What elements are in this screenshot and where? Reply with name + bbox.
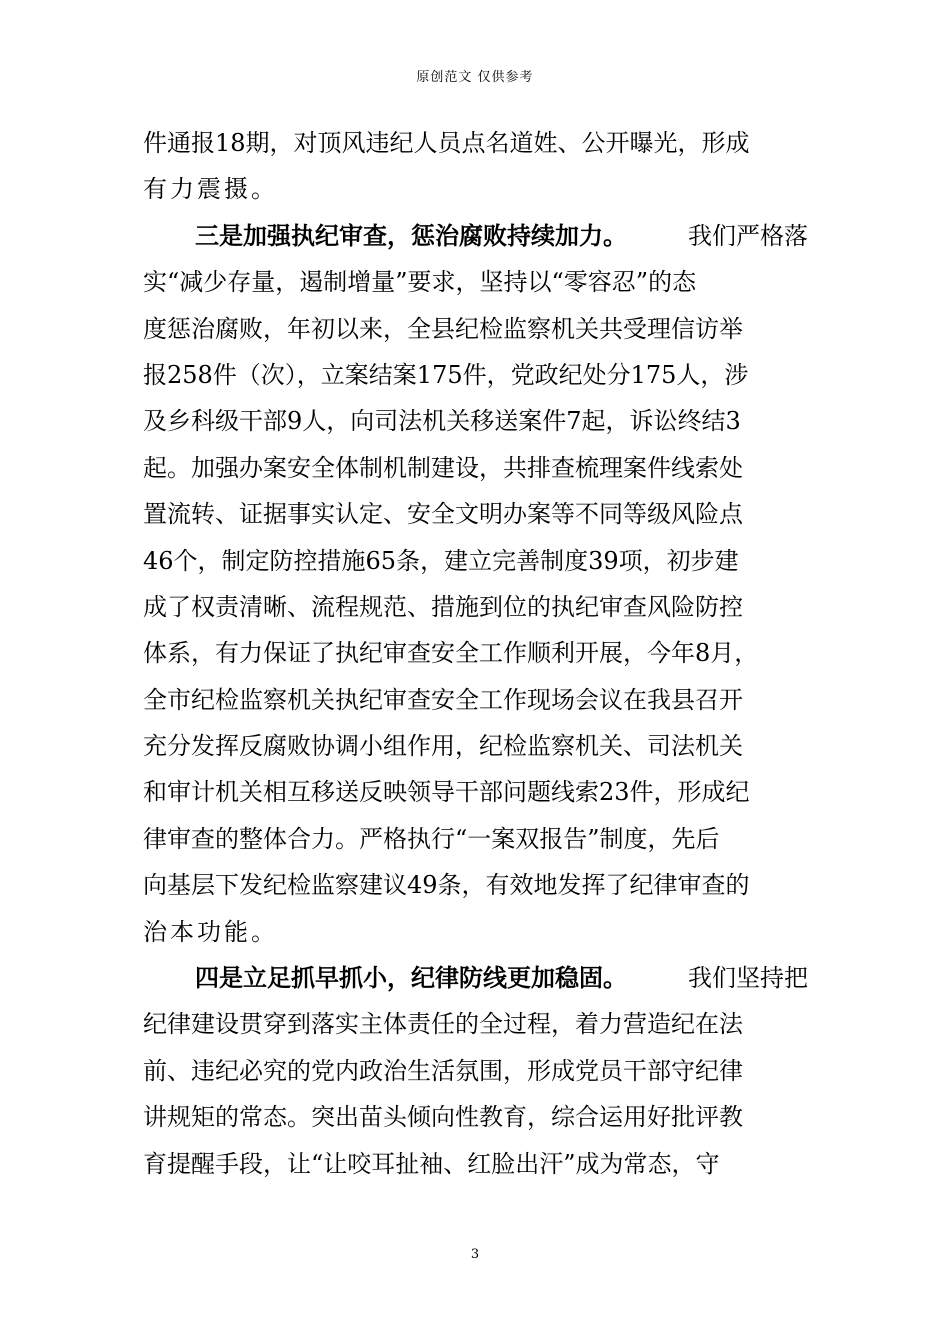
section-heading: 四是立足抓早抓小，纪律防线更加稳固。 (195, 963, 627, 993)
text-line: 46个，制定防控措施65条，建立完善制度39项，初步建 (143, 546, 739, 575)
text-line: 纪律建设贯穿到落实主体责任的全过程，着力营造纪在法 (143, 1010, 743, 1039)
text-line: 体系，有力保证了执纪审查安全工作顺利开展，今年8月， (143, 639, 759, 668)
text-line: 置流转、证据事实认定、安全文明办案等不同等级风险点 (143, 500, 743, 529)
text-line: 及乡科级干部9人，向司法机关移送案件7起，诉讼终结3 (143, 407, 741, 436)
text-line: 有力震摄。 (143, 175, 278, 204)
page-number: 3 (470, 1247, 480, 1262)
text-line: 育提醒手段，让“让咬耳扯袖、红脸出汗”成为常态，守 (143, 1149, 720, 1178)
text-line-heading: 四是立足抓早抓小，纪律防线更加稳固。 我们坚持把 (143, 955, 808, 1001)
text-line: 实“减少存量，遏制增量”要求，坚持以“零容忍”的态 (143, 268, 697, 297)
text-line: 起。加强办案安全体制机制建设，共排查梳理案件线索处 (143, 453, 743, 482)
text-line: 件通报18期，对顶风违纪人员点名道姓、公开曝光，形成 (143, 129, 750, 157)
text-line: 向基层下发纪检监察建议49条，有效地发挥了纪律审查的 (143, 871, 750, 900)
text-line: 报258件（次），立案结案175件，党政纪处分175人，涉 (143, 360, 749, 389)
section-heading: 三是加强执纪审查，惩治腐败持续加力。 (195, 220, 627, 250)
text-line-heading: 三是加强执纪审查，惩治腐败持续加力。 我们严格落 (143, 213, 808, 259)
text-line: 前、违纪必究的党内政治生活氛围，形成党员干部守纪律 (143, 1056, 743, 1085)
text-line: 度惩治腐败，年初以来，全县纪检监察机关共受理信访举 (143, 314, 743, 343)
text-line: 全市纪检监察机关执纪审查安全工作现场会议在我县召开 (143, 685, 743, 714)
text-line: 充分发挥反腐败协调小组作用，纪检监察机关、司法机关 (143, 732, 743, 761)
text-line: 和审计机关相互移送反映领导干部问题线索23件，形成纪 (143, 778, 750, 807)
text-line: 成了权责清晰、流程规范、措施到位的执纪审查风险防控 (143, 592, 743, 621)
text-line: 律审查的整体合力。严格执行“一案双报告”制度，先后 (143, 824, 720, 853)
document-body (143, 120, 808, 1187)
page-header: 原创范文 仅供参考 (416, 70, 534, 85)
text-line: 治本功能。 (143, 917, 278, 946)
text-line: 讲规矩的常态。突出苗头倾向性教育，综合运用好批评教 (143, 1103, 743, 1132)
